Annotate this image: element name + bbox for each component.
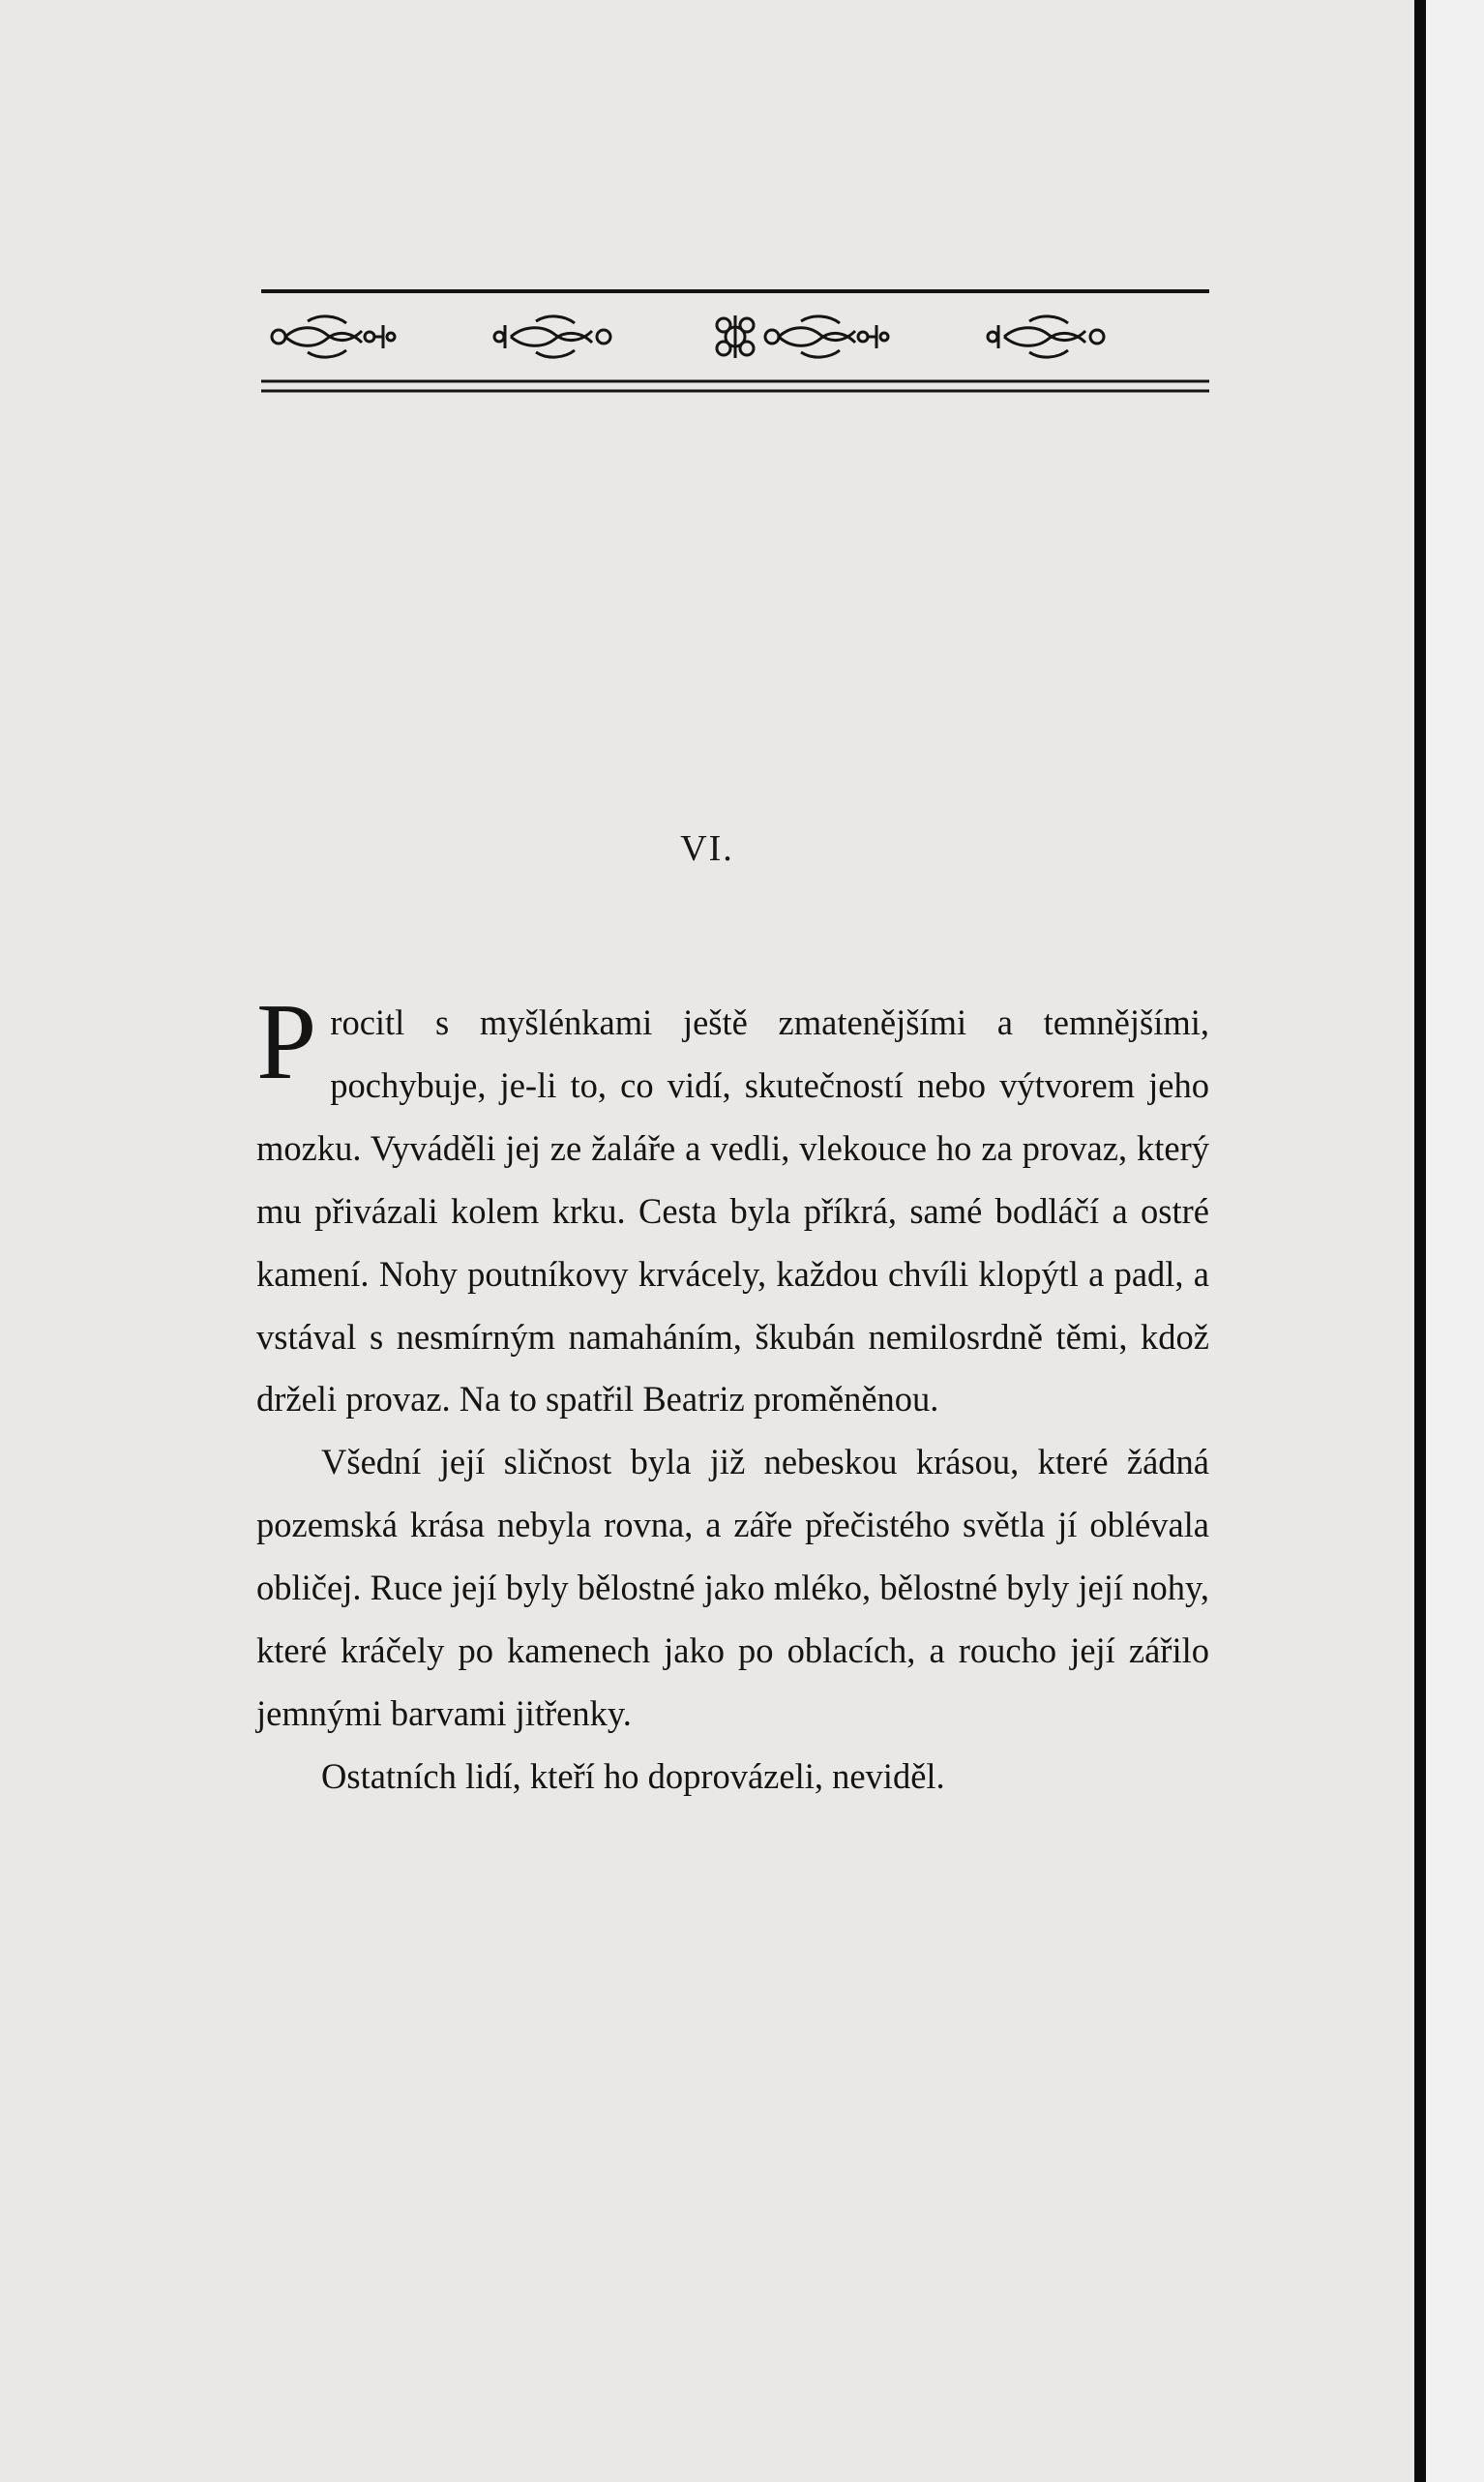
- book-spine-shadow: [1414, 0, 1426, 2482]
- paragraph-text: rocitl s myšlénkami ještě zmatenějšími a temnějšími, pochybuje, je-li to, co vidí, skutečností nebo výtvorem jeho mozku. Vyváděli jej ze žaláře a vedli, vlekouce ho za provaz, který mu přivázali kolem krku. Cesta byla příkrá, samé bodláčí a ostré kamení. Nohy poutníkovy krvácely, každou chvíli klopýtl a padl, a vstával s nesmírným namaháním, škubán nemilosrdně těmi, kdož drželi provaz. Na to spatřil Beatriz proměněnou.: [256, 1002, 1209, 1420]
- decorative-header-border: [261, 286, 1209, 397]
- chapter-number: VI.: [680, 828, 734, 869]
- drop-cap: P: [256, 982, 317, 1102]
- paragraph: [256, 982, 1209, 1431]
- paragraph: Všední její sličnost byla již nebeskou krásou, které žádná pozemská krása nebyla rovna, a záře přečistého světla jí oblévala obličej. Ruce její byly bělostné jako mléko, bělostné byly její nohy, které kráčely po kamenech jako po oblacích, a roucho její zářilo jemnými barvami jitřenky.: [256, 1442, 1209, 1733]
- paragraph: Ostatních lidí, kteří ho doprovázeli, neviděl.: [321, 1755, 945, 1796]
- page-edge: [1426, 0, 1484, 2482]
- body-text: [256, 982, 1209, 1809]
